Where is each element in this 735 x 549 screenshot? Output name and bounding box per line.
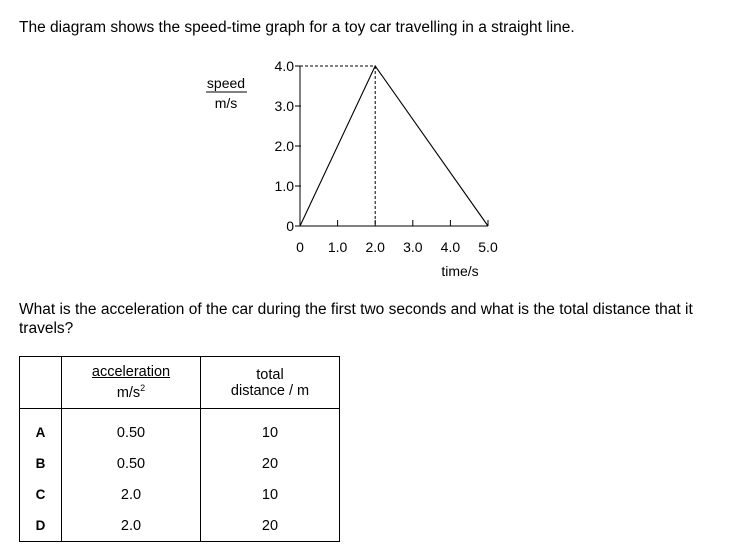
x-axis-label: time/s: [441, 263, 479, 279]
acceleration-value: 0.50: [62, 409, 201, 449]
x-tick-label: 4.0: [440, 239, 461, 255]
distance-value: 10: [261, 486, 279, 503]
x-tick-label: 3.0: [403, 239, 423, 255]
y-axis-unit: m/s: [214, 95, 238, 111]
acceleration-header-cell: [62, 357, 201, 409]
acceleration-value: 2.0: [62, 510, 201, 542]
y-tick-label: 3.0: [274, 98, 294, 114]
option-label: D: [20, 510, 62, 542]
distance-value: 20: [261, 455, 279, 472]
table-header-row: [20, 357, 340, 409]
distance-header-unit: distance / m: [230, 382, 310, 399]
y-axis-label: speed: [206, 75, 246, 91]
option-label: C: [20, 479, 62, 510]
acceleration-unit-exponent: 2: [140, 383, 146, 394]
option-header-cell: [20, 357, 62, 409]
x-tick-label: 1.0: [327, 239, 348, 255]
speed-line: [300, 66, 488, 226]
x-tick-label: 0: [296, 239, 304, 255]
acceleration-header-label: acceleration: [91, 364, 171, 381]
intro-text: The diagram shows the speed-time graph for a toy car travelling in a straight line.: [19, 19, 575, 36]
distance-header-cell: [201, 357, 340, 409]
answer-table: [19, 356, 340, 542]
distance-value: 10: [261, 424, 279, 441]
acceleration-value: 2.0: [62, 479, 201, 510]
y-tick-label: 1.0: [274, 178, 294, 194]
answer-row-d: [20, 510, 340, 542]
answer-row-c: [20, 479, 340, 510]
distance-value: 20: [261, 517, 279, 534]
answer-row-a: [20, 409, 340, 449]
y-tick-label: 2.0: [274, 138, 294, 154]
y-tick-label: 4.0: [274, 58, 294, 74]
answer-row-b: [20, 448, 340, 479]
x-tick-label: 2.0: [365, 239, 385, 255]
acceleration-header-unit: m/s: [116, 384, 141, 401]
x-tick-label: 5.0: [478, 239, 498, 255]
option-label: A: [20, 409, 62, 449]
option-label: B: [20, 448, 62, 479]
distance-header-label: total: [256, 366, 284, 383]
y-tick-label: 0: [286, 218, 294, 234]
acceleration-value: 0.50: [62, 448, 201, 479]
question-text: What is the acceleration of the car during the first two seconds and what is the total distance that it travels?: [19, 301, 693, 337]
